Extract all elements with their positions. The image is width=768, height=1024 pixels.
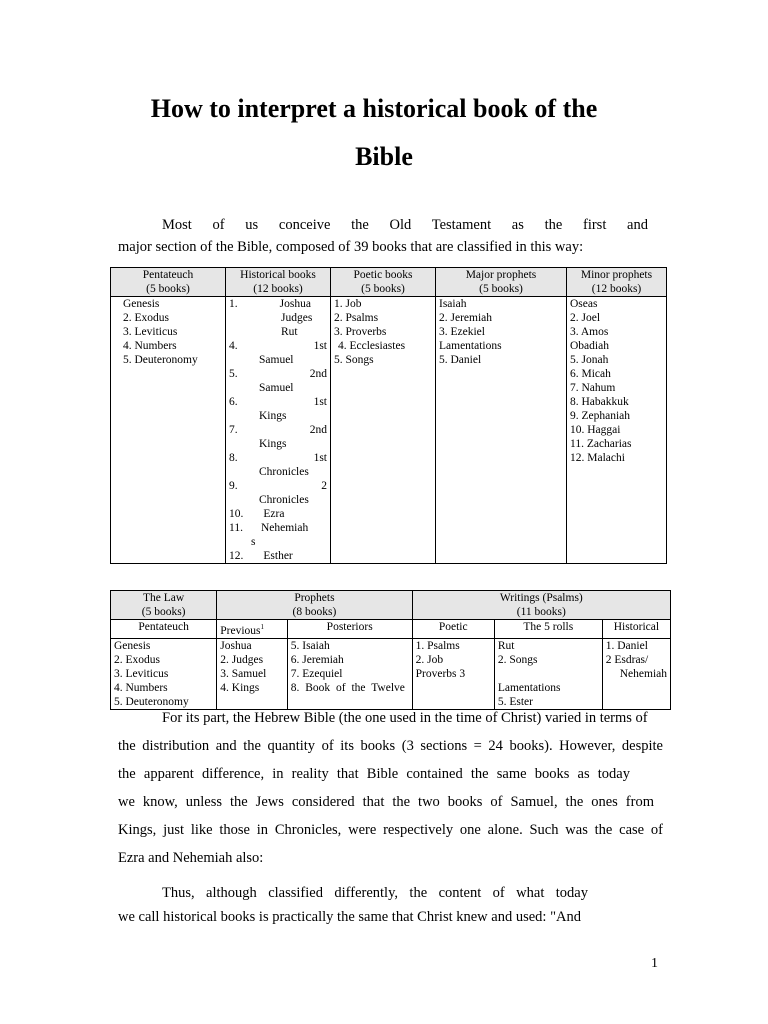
group-header: Writings (Psalms) (11 books) — [412, 591, 670, 620]
poetic-list: 1. Job 2. Psalms 3. Proverbs 4. Ecclesiastes 5. Songs — [331, 297, 436, 564]
five-rolls-list: Rut 2. Songs Lamentations 5. Ester — [494, 638, 602, 709]
group-header: The Law (5 books) — [111, 591, 217, 620]
poetic-writings-list: 1. Psalms 2. Job Proverbs 3 — [412, 638, 494, 709]
historical-list: 1. Joshua Judges Rut 4. 1st Samuel 5. 2nd Samuel 6. 1st Kings 7. 2nd Kings 8. 1st Chronicles 9. 2 Chronicles 10. Ezra 11. Nehemiah s 12. Esther — [226, 297, 331, 564]
hebrew-bible-table — [110, 590, 671, 710]
major-prophets-list: Isaiah 2. Jeremiah 3. Ezekiel Lamentations 5. Daniel — [436, 297, 567, 564]
paragraph-line: Kings, just like those in Chronicles, were respectively one alone. Such was the case of — [118, 822, 663, 838]
paragraph-line: Thus, although classified differently, the content of what today — [162, 885, 588, 901]
minor-prophets-list: Oseas 2. Joel 3. Amos Obadiah 5. Jonah 6. Micah 7. Nahum 8. Habakkuk 9. Zephaniah 10. Haggai 11. Zacharias 12. Malachi — [567, 297, 667, 564]
intro-paragraph — [118, 211, 663, 261]
table-header: Minor prophets (12 books) — [567, 268, 667, 297]
paragraph-line: we call historical books is practically the same that Christ knew and used: "And — [118, 909, 581, 925]
document-title-line1: How to interpret a historical book of the — [150, 94, 598, 123]
historical-books-paragraph — [118, 879, 663, 931]
historical-writings-list: 1. Daniel 2 Esdras/ Nehemiah — [602, 638, 670, 709]
subheader: Posteriors — [287, 620, 412, 639]
group-header: Prophets (8 books) — [217, 591, 412, 620]
law-list: Genesis 2. Exodus 3. Leviticus 4. Numbers 5. Deuteronomy — [111, 638, 217, 709]
pentateuch-list: Genesis 2. Exodus 3. Leviticus 4. Numbers 5. Deuteronomy — [111, 297, 226, 564]
table-header: Poetic books (5 books) — [331, 268, 436, 297]
paragraph-line: For its part, the Hebrew Bible (the one used in the time of Christ) varied in terms of — [162, 710, 648, 726]
table-header: Historical books (12 books) — [226, 268, 331, 297]
posterior-prophets-list: 5. Isaiah 6. Jeremiah 7. Ezequiel 8. Book of the Twelve — [287, 638, 412, 709]
subheader: Historical — [602, 620, 670, 639]
subheader: Pentateuch — [111, 620, 217, 639]
book-classification-table — [110, 267, 667, 564]
document-title-line2: Bible — [355, 142, 413, 171]
previous-prophets-list: Joshua 2. Judges 3. Samuel 4. Kings — [217, 638, 287, 709]
paragraph-line: we know, unless the Jews considered that the two books of Samuel, the ones from — [118, 794, 654, 810]
paragraph-line: Ezra and Nehemiah also: — [118, 850, 264, 866]
subheader: Poetic — [412, 620, 494, 639]
hebrew-bible-paragraph — [118, 704, 663, 872]
table-header: Pentateuch (5 books) — [111, 268, 226, 297]
subheader: The 5 rolls — [494, 620, 602, 639]
intro-line: Most of us conceive the Old Testament as the first and — [162, 217, 648, 233]
paragraph-line: the apparent difference, in reality that Bible contained the same books as today — [118, 766, 630, 782]
paragraph-line: the distribution and the quantity of its books (3 sections = 24 books). However, despite — [118, 738, 663, 754]
intro-line: major section of the Bible, composed of 39 books that are classified in this way: — [118, 239, 584, 255]
table-header: Major prophets (5 books) — [436, 268, 567, 297]
page-number: 1 — [651, 956, 658, 971]
subheader: Previous$^1$ — [217, 620, 287, 639]
